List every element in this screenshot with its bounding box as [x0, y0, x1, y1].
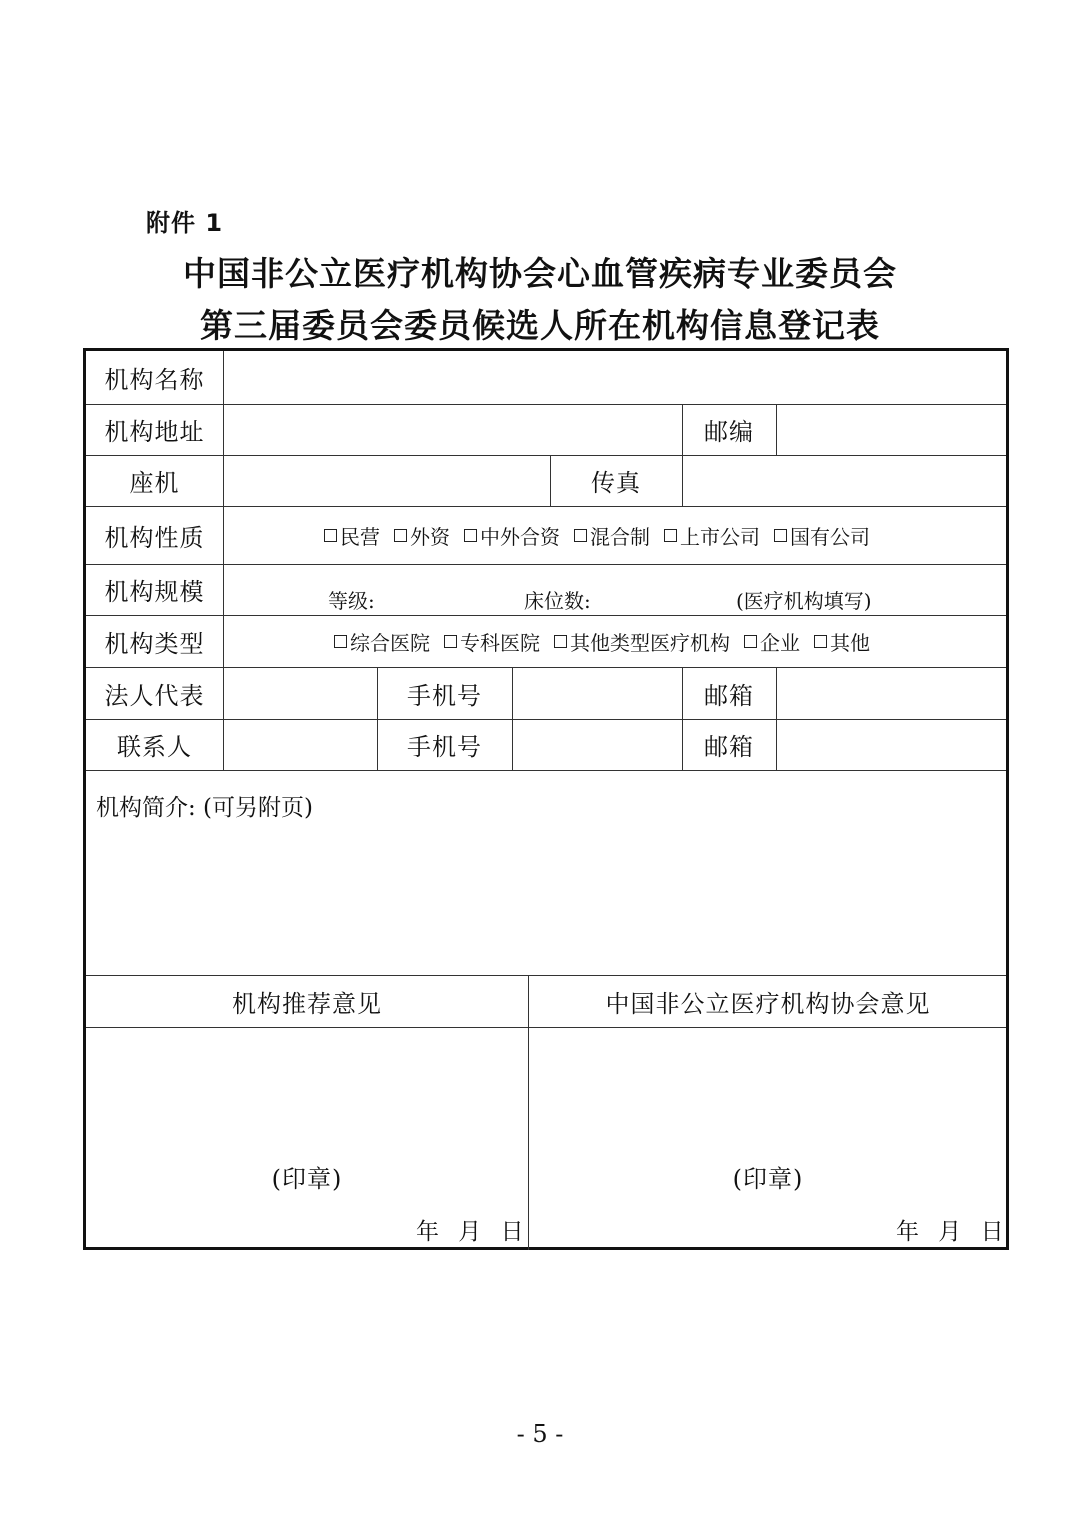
form-title-line1: 中国非公立医疗机构协会心血管疾病专业委员会 — [183, 254, 897, 293]
date-right: 年 月 日 — [896, 1219, 1004, 1245]
label-association-opinion: 中国非公立医疗机构协会意见 — [605, 989, 931, 1018]
attachment-label: 附件 1 — [146, 209, 224, 237]
type-options — [334, 615, 870, 667]
nature-option-state-owned[interactable]: 国有公司 — [774, 521, 870, 550]
checkbox-icon[interactable] — [664, 529, 677, 542]
checkbox-icon[interactable] — [744, 635, 757, 648]
checkbox-icon[interactable] — [554, 635, 567, 648]
label-email: 邮箱 — [704, 681, 754, 710]
legal-rep-email-field[interactable] — [778, 667, 1006, 719]
type-option-other-medical[interactable]: 其他类型医疗机构 — [554, 627, 730, 656]
label-org-nature: 机构性质 — [104, 523, 205, 552]
label-org-scale: 机构规模 — [104, 578, 205, 606]
seal-left: (印章) — [271, 1164, 343, 1193]
postcode-field[interactable] — [778, 404, 1006, 455]
checkbox-icon[interactable] — [464, 529, 477, 542]
fax-field[interactable] — [684, 455, 1006, 506]
org-name-field[interactable] — [225, 351, 1006, 404]
label-postcode: 邮编 — [704, 418, 754, 446]
phone-field[interactable] — [225, 455, 550, 506]
nature-options — [324, 506, 870, 564]
label-beds: 床位数: — [524, 589, 591, 613]
label-recommend-opinion: 机构推荐意见 — [232, 989, 382, 1018]
type-option-other[interactable]: 其他 — [814, 627, 870, 656]
label-email2: 邮箱 — [704, 733, 754, 761]
label-org-name: 机构名称 — [104, 366, 205, 394]
nature-option-joint-venture[interactable]: 中外合资 — [464, 521, 560, 550]
legal-rep-mobile-field[interactable] — [514, 667, 682, 719]
label-legal-rep: 法人代表 — [104, 681, 205, 710]
label-org-type: 机构类型 — [104, 629, 205, 658]
type-option-specialty-hospital[interactable]: 专科医院 — [444, 627, 540, 656]
type-option-general-hospital[interactable]: 综合医院 — [334, 627, 430, 656]
nature-option-mixed[interactable]: 混合制 — [574, 521, 650, 550]
label-mobile2: 手机号 — [407, 733, 482, 761]
nature-option-private[interactable]: 民营 — [324, 521, 380, 550]
org-address-field[interactable] — [225, 404, 682, 455]
intro-area[interactable] — [86, 821, 1006, 971]
checkbox-icon[interactable] — [334, 635, 347, 648]
nature-option-foreign[interactable]: 外资 — [394, 521, 450, 550]
seal-right: (印章) — [732, 1164, 804, 1193]
legal-rep-field[interactable] — [225, 667, 377, 719]
type-option-enterprise[interactable]: 企业 — [744, 627, 800, 656]
nature-option-listed[interactable]: 上市公司 — [664, 521, 760, 550]
label-mobile: 手机号 — [407, 681, 482, 710]
label-fax: 传真 — [591, 469, 641, 497]
page-number: - 5 - — [516, 1420, 564, 1448]
date-left: 年 月 日 — [416, 1219, 524, 1245]
label-phone: 座机 — [129, 469, 180, 497]
checkbox-icon[interactable] — [444, 635, 457, 648]
scale-note: (医疗机构填写) — [736, 589, 872, 613]
contact-field[interactable] — [225, 719, 377, 770]
label-contact: 联系人 — [117, 733, 192, 761]
contact-email-field[interactable] — [778, 719, 1006, 770]
checkbox-icon[interactable] — [324, 529, 337, 542]
label-intro: 机构简介: (可另附页) — [96, 795, 314, 821]
form-title-line2: 第三届委员会委员候选人所在机构信息登记表 — [200, 306, 880, 345]
checkbox-icon[interactable] — [574, 529, 587, 542]
label-grade: 等级: — [328, 589, 375, 613]
contact-mobile-field[interactable] — [514, 719, 682, 770]
checkbox-icon[interactable] — [774, 529, 787, 542]
checkbox-icon[interactable] — [814, 635, 827, 648]
registration-table — [83, 348, 1009, 1250]
label-org-address: 机构地址 — [104, 418, 205, 446]
checkbox-icon[interactable] — [394, 529, 407, 542]
